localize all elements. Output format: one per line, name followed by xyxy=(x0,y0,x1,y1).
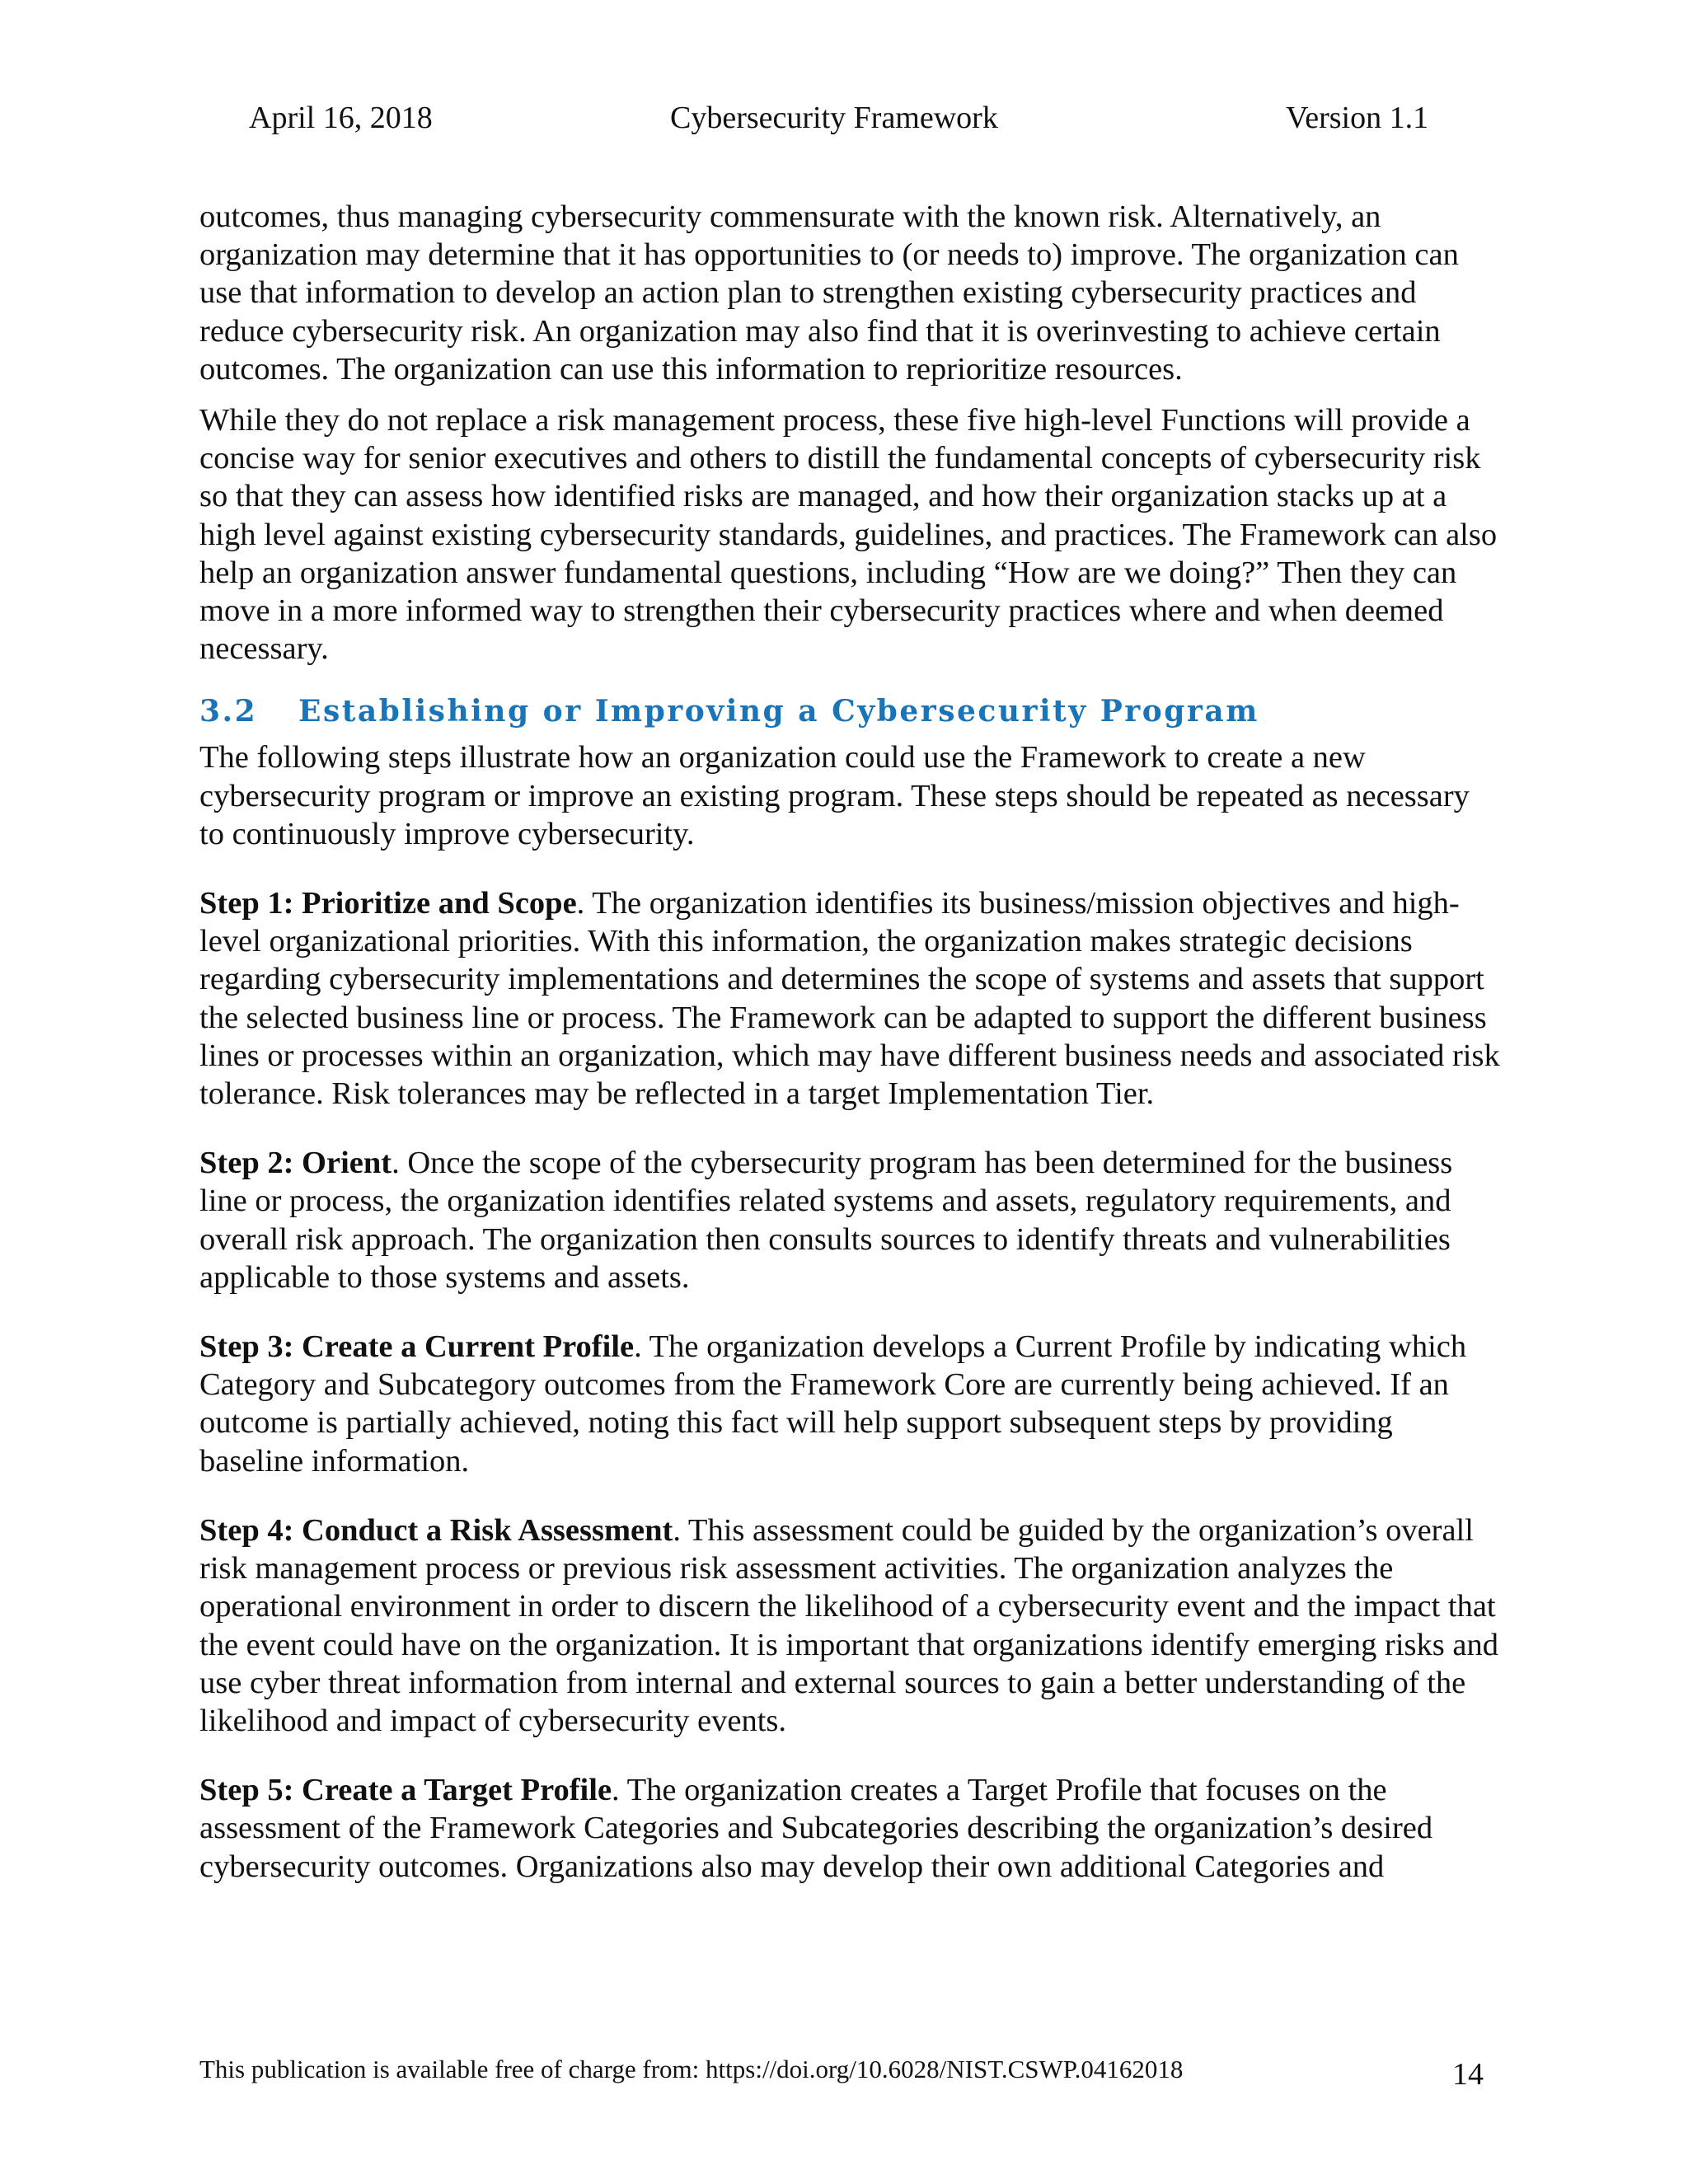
footer-availability: This publication is available free of charge from: https://doi.org/10.6028/NIST.CSWP.04162018 xyxy=(199,2055,1184,2083)
step-4-text: . This assessment could be guided by the organization’s overall risk management process or previous risk assessment activities. The organization analyzes the operational environment in order to discern the likelihood of a cybersecurity event and the impact that the event could have on the organization. It is important that organizations identify emerging risks and use cyber threat information from internal and external sources to gain a better understanding of the likelihood and impact of cybersecurity events. xyxy=(199,1512,1498,1738)
step-2 xyxy=(199,1144,1502,1296)
header-date: April 16, 2018 xyxy=(249,101,433,135)
step-3-label: Step 3: Create a Current Profile xyxy=(199,1329,635,1365)
page-header xyxy=(0,97,1688,138)
step-1 xyxy=(199,884,1502,1113)
section-number: 3.2 xyxy=(199,694,258,729)
document-body xyxy=(199,198,1502,1886)
paragraph-outcomes: outcomes, thus managing cybersecurity commensurate with the known risk. Alternatively, an organization may determine that it has opportunities to (or needs to) improve. The organization can use that information to develop an action plan to strengthen existing cybersecurity practices and reduce cybersecurity risk. An organization may also find that it is overinvesting to achieve certain outcomes. The organization can use this information to reprioritize resources. xyxy=(199,199,1459,387)
section-heading xyxy=(199,692,1502,730)
step-4 xyxy=(199,1511,1502,1740)
step-1-text: . The organization identifies its business/mission objectives and high-level organizational priorities. With this information, the organization makes strategic decisions regarding cybersecurity implementations and determines the scope of systems and assets that support the selected business line or process. The Framework can be adapted to support the different business lines or processes within an organization, which may have different business needs and associated risk tolerance. Risk tolerances may be reflected in a target Implementation Tier. xyxy=(199,886,1500,1112)
step-5 xyxy=(199,1771,1502,1886)
paragraph-functions: While they do not replace a risk management process, these five high-level Functions will provide a concise way for senior executives and others to distill the fundamental concepts of cybersecurity risk so that they can assess how identified risks are managed, and how their organization stacks up at a high level against existing cybersecurity standards, guidelines, and practices. The Framework can also help an organization answer fundamental questions, including “How are we doing?” Then they can move in a more informed way to strengthen their cybersecurity practices where and when deemed necessary. xyxy=(199,403,1498,667)
step-5-label: Step 5: Create a Target Profile xyxy=(199,1773,612,1808)
step-5-text: . The organization creates a Target Profile that focuses on the assessment of the Framework Categories and Subcategories describing the organization’s desired cybersecurity outcomes. Organizations also may develop their own additional Categories and xyxy=(199,1773,1433,1884)
page-number: 14 xyxy=(1452,2057,1484,2092)
section-intro: The following steps illustrate how an organization could use the Framework to create a new cybersecurity program or improve an existing program. These steps should be repeated as necessary to continuously improve cybersecurity. xyxy=(199,740,1470,851)
step-3-text: . The organization develops a Current Profile by indicating which Category and Subcategory outcomes from the Framework Core are currently being achieved. If an outcome is partially achieved, noting this fact will help support subsequent steps by providing baseline information. xyxy=(199,1329,1467,1479)
step-2-text: . Once the scope of the cybersecurity program has been determined for the business line or process, the organization identifies related systems and assets, regulatory requirements, and overall risk approach. The organization then consults sources to identify threats and vulnerabilities applicable to those systems and assets. xyxy=(199,1146,1453,1295)
step-4-label: Step 4: Conduct a Risk Assessment xyxy=(199,1512,673,1548)
header-version: Version 1.1 xyxy=(1286,101,1429,135)
section-title: Establishing or Improving a Cybersecurity Program xyxy=(298,694,1259,729)
step-2-label: Step 2: Orient xyxy=(199,1146,392,1181)
page-footer xyxy=(0,2050,1688,2092)
header-title: Cybersecurity Framework xyxy=(670,101,998,135)
step-3 xyxy=(199,1328,1502,1480)
step-1-label: Step 1: Prioritize and Scope xyxy=(199,886,577,921)
